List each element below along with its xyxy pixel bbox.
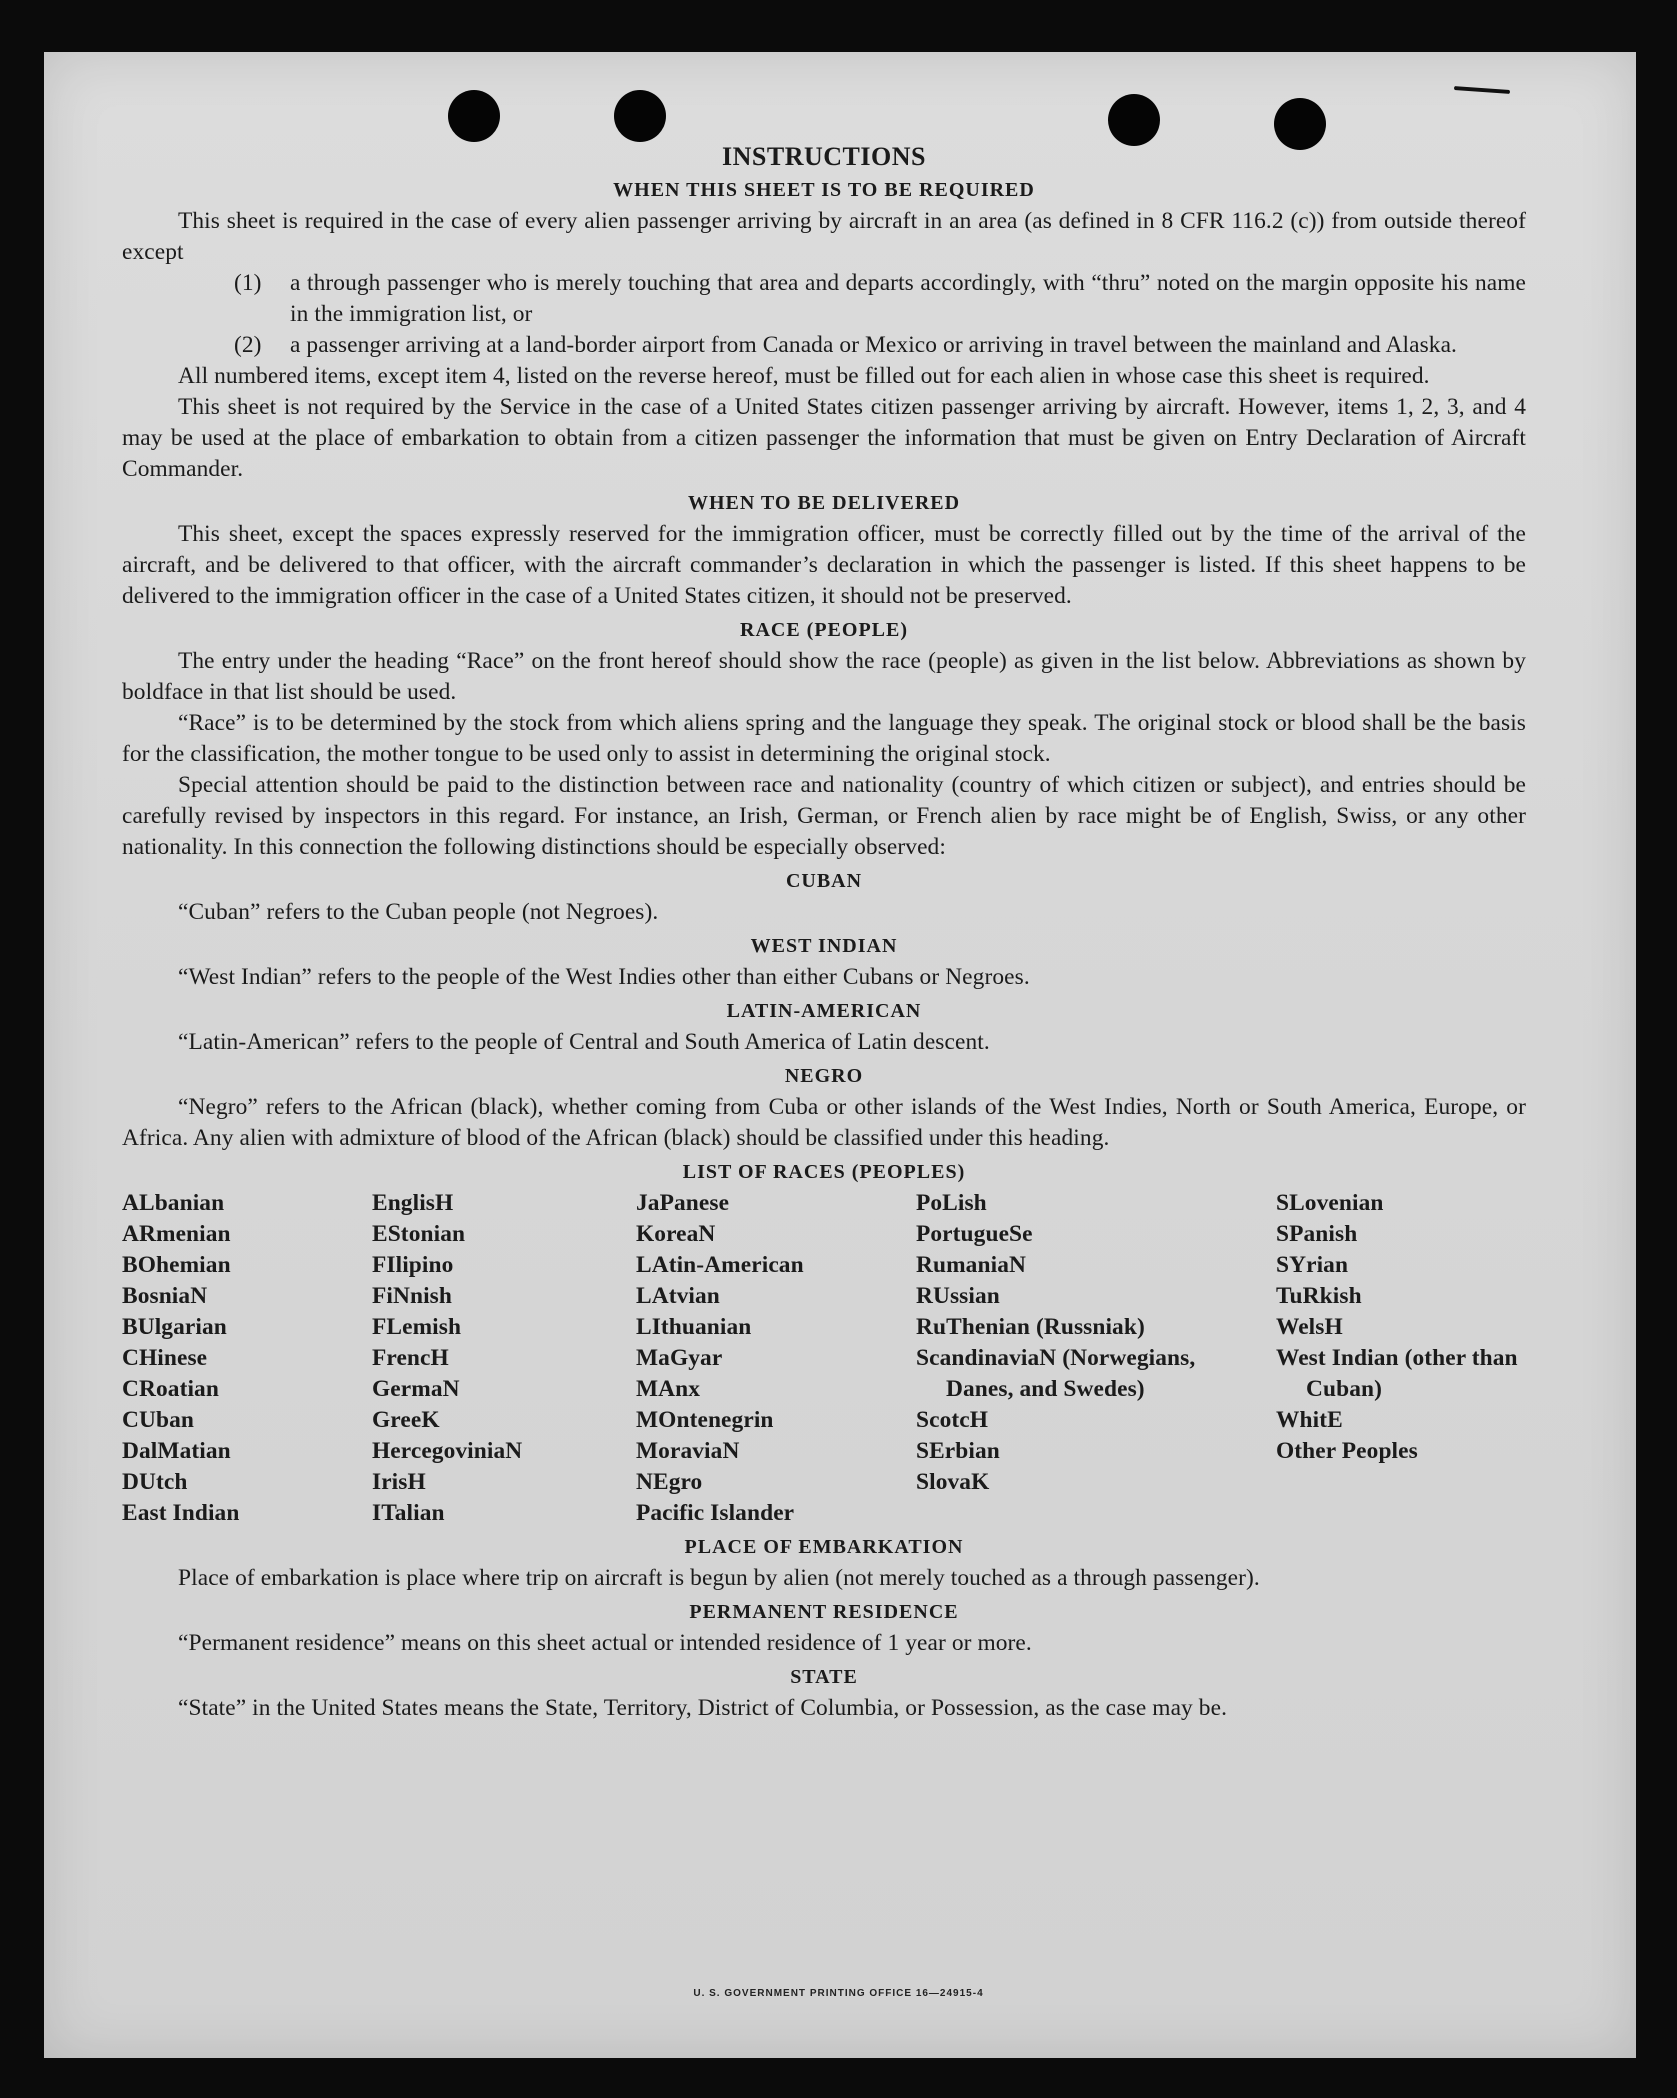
paragraph: “Latin-American” refers to the people of Central and South America of Latin descent. (178, 1029, 990, 1055)
punch-hole (1108, 94, 1160, 146)
paragraph: Special attention should be paid to the distinction between race and nationality (country of which citizen or subject), and entries should be carefully revised by inspectors in this regard. For instance, an Irish, German, or French alien by race might be of English, Swiss, or any other nationality. In this connection the following distinctions should be especially observed: (122, 772, 1526, 860)
race-item: RUssian (916, 1283, 1000, 1309)
race-item: WelsH (1276, 1314, 1343, 1340)
paragraph: “West Indian” refers to the people of the West Indies other than either Cubans or Negroes. (178, 964, 1030, 990)
race-item: FiNnish (372, 1283, 452, 1309)
race-item: ITalian (372, 1500, 445, 1526)
list-item-text: a passenger arriving at a land-border airport from Canada or Mexico or arriving in travel between the mainland and Alaska. (290, 332, 1458, 358)
list-item-number: (2) (234, 332, 262, 358)
race-item: GermaN (372, 1376, 460, 1402)
paragraph: The entry under the heading “Race” on the front hereof should show the race (people) as given in the list below. Abbreviations as shown by boldface in that list should be used. (122, 648, 1526, 705)
races-column (636, 1188, 916, 1529)
race-item: DUtch (122, 1469, 188, 1495)
race-item: East Indian (122, 1500, 240, 1526)
list-item-text: a through passenger who is merely touching that area and departs accordingly, with “thru” noted on the margin opposite his name in the immigration list, or (290, 270, 1526, 327)
race-item: SYrian (1276, 1252, 1349, 1278)
section-heading-state: STATE (790, 1666, 858, 1688)
instructions-content (122, 140, 1526, 1724)
printing-office-footer: U. S. GOVERNMENT PRINTING OFFICE 16—24915-4 (693, 1988, 984, 1999)
race-item: SlovaK (916, 1469, 990, 1495)
paragraph: “Race” is to be determined by the stock from which aliens spring and the language they speak. The original stock or blood shall be the basis for the classification, the mother tongue to be used only to assist in determining the original stock. (122, 710, 1526, 767)
race-item: RumaniaN (916, 1252, 1026, 1278)
race-item: LAtvian (636, 1283, 720, 1309)
race-item: CHinese (122, 1345, 208, 1371)
punch-hole (448, 90, 500, 142)
race-item: RuThenian (Russniak) (916, 1314, 1145, 1340)
race-item: JaPanese (636, 1190, 730, 1216)
race-item: BUlgarian (122, 1314, 227, 1340)
races-column (916, 1188, 1276, 1529)
paragraph: “State” in the United States means the State, Territory, District of Columbia, or Possession, as the case may be. (178, 1695, 1228, 1721)
page-title: INSTRUCTIONS (722, 142, 926, 171)
race-item: IrisH (372, 1469, 426, 1495)
section-heading-list-of-races: LIST OF RACES (PEOPLES) (682, 1161, 966, 1183)
section-heading-race: RACE (PEOPLE) (740, 619, 908, 641)
races-column (122, 1188, 372, 1529)
list-item-number: (1) (234, 270, 262, 296)
paragraph: “Permanent residence” means on this sheet actual or intended residence of 1 year or more. (178, 1630, 1032, 1656)
section-heading-when-delivered: WHEN TO BE DELIVERED (687, 492, 961, 514)
section-heading-place-of-embarkation: PLACE OF EMBARKATION (684, 1536, 964, 1558)
race-item: FrencH (372, 1345, 449, 1371)
list-item (122, 330, 1526, 361)
race-item: BOhemian (122, 1252, 231, 1278)
race-item: CRoatian (122, 1376, 219, 1402)
race-item: Other Peoples (1276, 1438, 1418, 1464)
race-item: EStonian (372, 1221, 466, 1247)
race-item: MOntenegrin (636, 1407, 774, 1433)
races-table (122, 1188, 1526, 1529)
list-item (122, 268, 1526, 330)
punch-hole (614, 90, 666, 142)
races-column (1276, 1188, 1526, 1529)
race-item: LAtin-American (636, 1252, 804, 1278)
paragraph: “Negro” refers to the African (black), whether coming from Cuba or other islands of the West Indies, North or South America, Europe, or Africa. Any alien with admixture of blood of the African (black) should be classified under this heading. (122, 1094, 1526, 1151)
race-item: ARmenian (122, 1221, 231, 1247)
race-item: PortugueSe (916, 1221, 1033, 1247)
race-item: SPanish (1276, 1221, 1358, 1247)
race-item: MoraviaN (636, 1438, 740, 1464)
races-column (372, 1188, 636, 1529)
race-item: ScotcH (916, 1407, 989, 1433)
section-heading-cuban: CUBAN (785, 870, 863, 892)
race-item: GreeK (372, 1407, 440, 1433)
section-heading-west-indian: WEST INDIAN (750, 935, 898, 957)
race-item: EnglisH (372, 1190, 454, 1216)
race-item: WhitE (1276, 1407, 1343, 1433)
race-item: MaGyar (636, 1345, 723, 1371)
section-heading-when-required: WHEN THIS SHEET IS TO BE REQUIRED (613, 179, 1035, 201)
race-item: SLovenian (1276, 1190, 1384, 1216)
race-item: MAnx (636, 1376, 701, 1402)
paragraph: All numbered items, except item 4, listed on the reverse hereof, must be filled out for each alien in whose case this sheet is required. (178, 363, 1430, 389)
paragraph: This sheet, except the spaces expressly reserved for the immigration officer, must be correctly filled out by the time of the arrival of the aircraft, and be delivered to that officer, with the aircraft commander’s declaration in which the passenger is listed. If this sheet happens to be delivered to the immigration officer in the case of a United States citizen, it should not be preserved. (122, 521, 1526, 609)
paragraph: “Cuban” refers to the Cuban people (not Negroes). (178, 899, 659, 925)
race-item: West Indian (other than Cuban) (1276, 1345, 1518, 1402)
race-item: HercegoviniaN (372, 1438, 523, 1464)
paragraph: This sheet is not required by the Service in the case of a United States citizen passenger arriving by aircraft. However, items 1, 2, 3, and 4 may be used at the place of embarkation to obtain from a citizen passenger the information that must be given on Entry Declaration of Aircraft Commander. (122, 394, 1526, 482)
race-item: SErbian (916, 1438, 1000, 1464)
race-item: LIthuanian (636, 1314, 752, 1340)
race-item: DalMatian (122, 1438, 231, 1464)
race-item: NEgro (636, 1469, 703, 1495)
section-heading-negro: NEGRO (784, 1065, 864, 1087)
race-item: TuRkish (1276, 1283, 1362, 1309)
race-item: FIlipino (372, 1252, 454, 1278)
race-item: KoreaN (636, 1221, 716, 1247)
section-heading-latin-american: LATIN-AMERICAN (726, 1000, 922, 1022)
race-item: ScandinaviaN (Norwegians, Danes, and Swedes) (916, 1345, 1196, 1402)
section-heading-permanent-residence: PERMANENT RESIDENCE (689, 1601, 959, 1623)
race-item: FLemish (372, 1314, 462, 1340)
race-item: PoLish (916, 1190, 987, 1216)
race-item: ALbanian (122, 1190, 225, 1216)
race-item: BosniaN (122, 1283, 208, 1309)
paragraph: This sheet is required in the case of every alien passenger arriving by aircraft in an area (as defined in 8 CFR 116.2 (c)) from outside thereof except (122, 208, 1526, 265)
exceptions-list (122, 268, 1526, 361)
race-item: CUban (122, 1407, 194, 1433)
pen-mark (1454, 86, 1510, 94)
race-item: Pacific Islander (636, 1500, 795, 1526)
paragraph: Place of embarkation is place where trip on aircraft is begun by alien (not merely touched as a through passenger). (178, 1565, 1260, 1591)
